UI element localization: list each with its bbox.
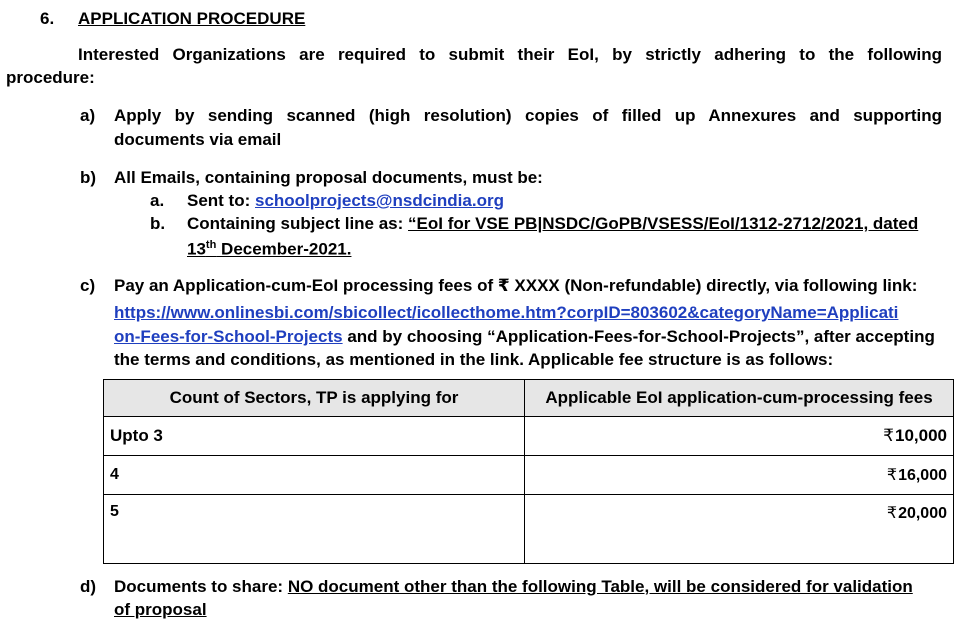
fee-value: 20,000 — [898, 505, 947, 522]
documents-label: Documents to share: — [114, 577, 288, 596]
item-a-marker: a) — [80, 106, 96, 125]
sent-to-label: Sent to: — [187, 191, 255, 210]
section-number: 6. — [40, 9, 55, 28]
item-c-line-3-text: and by choosing “Application-Fees-for-School-Projects”, after accepting — [342, 327, 935, 346]
rupee-icon: ₹ — [886, 505, 898, 522]
item-a-line-2: documents via email — [114, 130, 282, 149]
fee-amount — [525, 456, 954, 495]
subject-line: “EoI for VSE PB|NSDC/GoPB/VSESS/EoI/1312-2712/2021, dated — [408, 214, 919, 233]
documents-note: NO document other than the following Table, will be considered for validation — [287, 577, 913, 596]
section-title: APPLICATION PROCEDURE — [78, 9, 306, 28]
item-a-line-1: Apply by sending scanned (high resolution) copies of filled up Annexures and supporting — [114, 106, 942, 125]
intro-line-2: procedure: — [6, 68, 95, 87]
item-c-marker: c) — [80, 276, 96, 295]
sector-count: 5 — [104, 495, 525, 564]
intro-line-1: Interested Organizations are required to submit their EoI, by strictly adhering to the following — [78, 45, 942, 64]
item-c-line-4: the terms and conditions, as mentioned in the link. Applicable fee structure is as follows: — [114, 350, 834, 369]
fee-value: 16,000 — [898, 467, 947, 484]
item-b-sub-a-marker: a. — [150, 191, 165, 210]
table-row — [104, 456, 954, 495]
fee-table-header — [104, 380, 954, 417]
sector-count: 4 — [104, 456, 525, 495]
sector-count: Upto 3 — [104, 417, 525, 456]
email-link[interactable]: schoolprojects@nsdcindia.org — [255, 191, 504, 210]
item-b-marker: b) — [80, 168, 97, 187]
item-d-line-2: of proposal — [114, 600, 207, 619]
item-b-sub-a — [187, 191, 504, 211]
item-b-text: All Emails, containing proposal documents, must be: — [114, 168, 543, 187]
subject-date-day: 13 — [187, 239, 206, 259]
subject-label: Containing subject line as: — [187, 214, 409, 233]
item-b-sub-b — [187, 214, 918, 234]
fee-amount — [525, 417, 954, 456]
subject-date-rest: December-2021. — [216, 239, 352, 259]
fee-value: 10,000 — [895, 426, 947, 445]
item-c-line-1: Pay an Application-cum-EoI processing fees of ₹ XXXX (Non-refundable) directly, via following link: — [114, 276, 918, 295]
item-d-line-1 — [114, 577, 913, 597]
item-b-sub-b-marker: b. — [150, 214, 166, 233]
fee-table — [103, 379, 954, 564]
rupee-icon: ₹ — [883, 426, 894, 445]
rupee-icon: ₹ — [886, 467, 898, 484]
subject-date — [187, 239, 351, 260]
payment-link-line-2[interactable]: on-Fees-for-School-Projects — [114, 327, 343, 346]
item-c-line-3 — [114, 327, 935, 347]
item-d-marker: d) — [80, 577, 97, 596]
table-row — [104, 417, 954, 456]
header-fees: Applicable EoI application-cum-processing fees — [525, 380, 954, 417]
subject-date-suffix: th — [205, 239, 217, 251]
table-row — [104, 495, 954, 564]
payment-link-line-1[interactable]: https://www.onlinesbi.com/sbicollect/icollecthome.htm?corpID=803602&categoryName=Applicati — [114, 303, 899, 322]
fee-amount — [525, 495, 954, 564]
header-sector-count: Count of Sectors, TP is applying for — [104, 380, 525, 417]
